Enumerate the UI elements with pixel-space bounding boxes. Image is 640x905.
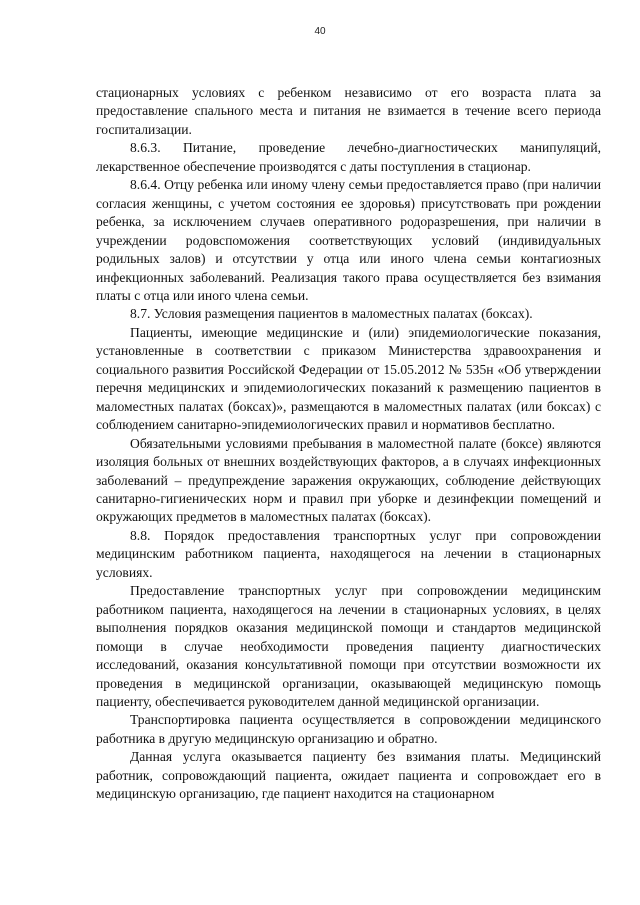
section-heading-8-8: 8.8. Порядок предоставления транспортных услуг при сопровождении медицинским работником пациента, находящегося на лечении в стационарных условиях. xyxy=(96,527,601,580)
section-heading-8-7: 8.7. Условия размещения пациентов в маломестных палатах (боксах). xyxy=(130,306,533,322)
paragraph-transportation: Транспортировка пациента осуществляется в сопровождении медицинского работника в другую медицинскую организацию и обратно. xyxy=(96,712,601,746)
document-body xyxy=(96,84,601,804)
paragraph-transport-services: Предоставление транспортных услуг при сопровождении медицинским работником пациента, находящегося на лечении в стационарных условиях, в целях выполнения порядков оказания медицинской помощи и стандартов медицинской помощи в случае необходимости проведения пациенту диагностических исследований, оказания консультативной помощи при отсутствии возможности их проведения в медицинской организации, оказывающей медицинскую помощь пациенту, обеспечивается руководителем данной медицинской организации. xyxy=(96,583,601,709)
paragraph-patients-indications: Пациенты, имеющие медицинские и (или) эпидемиологические показания, установленные в соответствии с приказом Министерства здравоохранения и социального развития Российской Федерации от 15.05.2012 № 535н «Об утверждении перечня медицинских и эпидемиологических показаний к размещению пациентов в маломестных палатах (боксах)», размещаются в маломестных палатах (или боксах) с соблюдением санитарно-эпидемиологических правил и нормативов бесплатно. xyxy=(96,324,601,433)
paragraph-8-6-4: 8.6.4. Отцу ребенка или иному члену семьи предоставляется право (при наличии согласия женщины, с учетом состояния ее здоровья) присутствовать при рождении ребенка, за исключением случаев оперативного родоразрешения, при наличии в учреждении родовспоможения соответствующих условий (индивидуальных родильных залов) и отсутствии у отца или иного члена семьи контагиозных инфекционных заболеваний. Реализация такого права осуществляется без взимания платы с отца или иного члена семьи. xyxy=(96,177,601,303)
page-number: 40 xyxy=(314,26,326,37)
paragraph-free-service: Данная услуга оказывается пациенту без взимания платы. Медицинский работник, сопровождающий пациента, ожидает пациента и сопровождает его в медицинскую организацию, где пациент находится на стационарном xyxy=(96,749,601,802)
paragraph-mandatory-conditions: Обязательными условиями пребывания в маломестной палате (боксе) являются изоляция больных от внешних воздействующих факторов, а в случаях инфекционных заболеваний – предупреждение заражения окружающих, соблюдение действующих санитарно-гигиенических норм и правил при уборке и дезинфекции помещений и окружающих предметов в маломестных палатах (боксах). xyxy=(96,435,601,525)
paragraph-8-6-3: 8.6.3. Питание, проведение лечебно-диагностических манипуляций, лекарственное обеспечение производятся с даты поступления в стационар. xyxy=(96,140,601,174)
paragraph-continuation: стационарных условиях с ребенком независимо от его возраста плата за предоставление спального места и питания не взимается в течение всего периода госпитализации. xyxy=(96,85,601,137)
